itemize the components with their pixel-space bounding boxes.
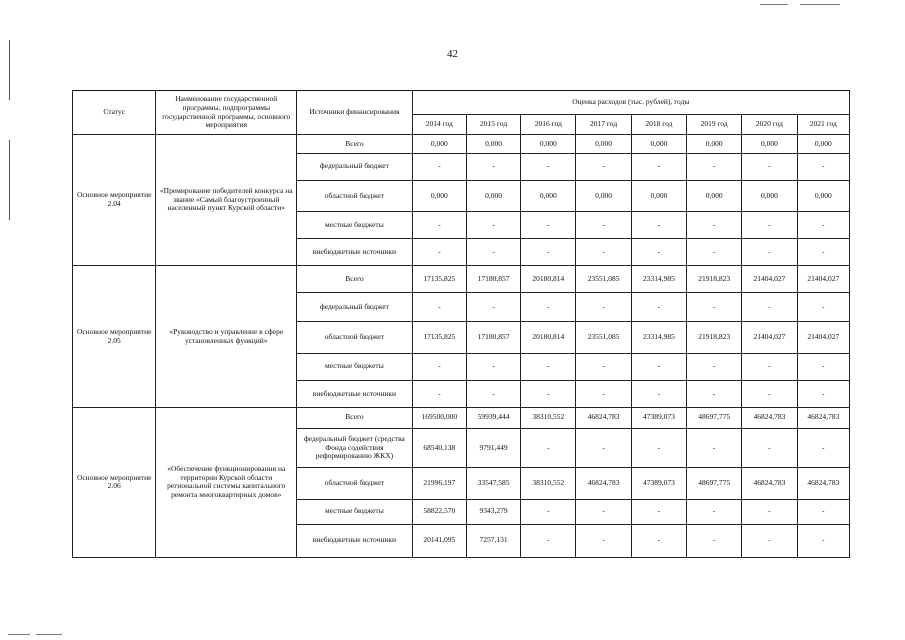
value-cell: -	[742, 239, 797, 266]
status-cell: Основное мероприятие 2.04	[73, 135, 156, 266]
value-cell: -	[687, 428, 742, 468]
value-cell: 38310,552	[521, 468, 576, 499]
value-cell: -	[687, 353, 742, 380]
value-cell: 46824,783	[576, 407, 631, 428]
value-cell: -	[521, 428, 576, 468]
value-cell: -	[797, 212, 849, 239]
value-cell: 17180,857	[466, 322, 520, 353]
funding-source-cell: федеральный бюджет	[297, 293, 413, 322]
program-name-cell: «Премирование победителей конкурса на звание «Самый благоустроенный населенный пункт Курской области»	[156, 135, 297, 266]
value-cell: -	[687, 524, 742, 557]
value-cell: -	[412, 239, 466, 266]
value-cell: 23314,985	[631, 266, 686, 293]
value-cell: 21404,027	[797, 322, 849, 353]
value-cell: -	[687, 239, 742, 266]
value-cell: -	[412, 380, 466, 407]
year-header: 2019 год	[687, 115, 742, 135]
value-cell: -	[412, 153, 466, 180]
value-cell: -	[797, 153, 849, 180]
expenditure-estimate-header: Оценка расходов (тыс. рублей), годы	[412, 91, 849, 115]
value-cell: -	[466, 212, 520, 239]
scan-dash	[36, 634, 62, 635]
value-cell: -	[412, 293, 466, 322]
status-header: Статус	[73, 91, 156, 135]
funding-sources-header: Источники финансирования	[297, 91, 413, 135]
value-cell: -	[742, 293, 797, 322]
value-cell: 46824,783	[797, 407, 849, 428]
funding-source-cell: местные бюджеты	[297, 212, 413, 239]
value-cell: 23551,085	[576, 322, 631, 353]
program-name-header: Наименование государственной программы, подпрограммы государственной программы, основного мероприятия	[156, 91, 297, 135]
value-cell: -	[687, 212, 742, 239]
funding-source-cell: Всего	[297, 266, 413, 293]
value-cell: -	[576, 428, 631, 468]
value-cell: 21404,027	[797, 266, 849, 293]
value-cell: -	[576, 353, 631, 380]
value-cell: 0,000	[687, 180, 742, 211]
value-cell: -	[521, 212, 576, 239]
value-cell: 48697,775	[687, 468, 742, 499]
value-cell: 0,000	[466, 180, 520, 211]
value-cell: -	[742, 524, 797, 557]
value-cell: -	[742, 353, 797, 380]
value-cell: 20180,814	[521, 266, 576, 293]
funding-source-cell: Всего	[297, 407, 413, 428]
value-cell: 58822,570	[412, 499, 466, 524]
year-header: 2020 год	[742, 115, 797, 135]
value-cell: -	[687, 499, 742, 524]
value-cell: 21404,027	[742, 322, 797, 353]
funding-source-cell: внебюджетные источники	[297, 239, 413, 266]
value-cell: 33547,585	[466, 468, 520, 499]
page-number: 42	[447, 48, 458, 60]
value-cell: -	[742, 380, 797, 407]
value-cell: -	[631, 428, 686, 468]
value-cell: 7257,131	[466, 524, 520, 557]
value-cell: -	[521, 239, 576, 266]
value-cell: -	[797, 239, 849, 266]
funding-source-cell: местные бюджеты	[297, 353, 413, 380]
value-cell: -	[576, 499, 631, 524]
value-cell: 38310,552	[521, 407, 576, 428]
value-cell: 46824,783	[742, 407, 797, 428]
value-cell: 0,000	[631, 180, 686, 211]
value-cell: 46824,783	[742, 468, 797, 499]
program-name-cell: «Обеспечение функционирования на территории Курской области региональной системы капитального ремонта многоквартирных домов»	[156, 407, 297, 557]
funding-source-cell: местные бюджеты	[297, 499, 413, 524]
value-cell: -	[797, 353, 849, 380]
value-cell: -	[742, 153, 797, 180]
funding-source-cell: областной бюджет	[297, 468, 413, 499]
value-cell: -	[466, 353, 520, 380]
value-cell: -	[687, 293, 742, 322]
value-cell: -	[521, 353, 576, 380]
scan-dash	[8, 634, 30, 635]
value-cell: 9343,279	[466, 499, 520, 524]
funding-source-cell: федеральный бюджет	[297, 153, 413, 180]
value-cell: -	[631, 353, 686, 380]
value-cell: 9791,449	[466, 428, 520, 468]
value-cell: -	[576, 239, 631, 266]
value-cell: 21918,823	[687, 266, 742, 293]
value-cell: 23551,085	[576, 266, 631, 293]
value-cell: 21404,027	[742, 266, 797, 293]
scan-margin-line	[9, 140, 10, 220]
value-cell: -	[466, 380, 520, 407]
value-cell: -	[576, 380, 631, 407]
value-cell: 17135,825	[412, 266, 466, 293]
value-cell: -	[631, 293, 686, 322]
value-cell: 0,000	[466, 135, 520, 154]
value-cell: -	[521, 293, 576, 322]
value-cell: 20141,095	[412, 524, 466, 557]
value-cell: 17135,825	[412, 322, 466, 353]
table-row	[73, 407, 850, 428]
value-cell: 0,000	[687, 135, 742, 154]
value-cell: 46824,783	[797, 468, 849, 499]
scan-dash	[760, 4, 788, 5]
value-cell: 0,000	[576, 180, 631, 211]
value-cell: 46824,783	[576, 468, 631, 499]
table-row	[73, 135, 850, 154]
value-cell: -	[797, 380, 849, 407]
funding-source-cell: внебюджетные источники	[297, 524, 413, 557]
value-cell: -	[412, 353, 466, 380]
budget-table	[72, 90, 850, 558]
funding-source-cell: внебюджетные источники	[297, 380, 413, 407]
funding-source-cell: областной бюджет	[297, 322, 413, 353]
value-cell: 169500,000	[412, 407, 466, 428]
value-cell: -	[631, 212, 686, 239]
value-cell: -	[576, 153, 631, 180]
value-cell: -	[631, 524, 686, 557]
value-cell: 0,000	[631, 135, 686, 154]
year-header: 2021 год	[797, 115, 849, 135]
value-cell: 0,000	[742, 180, 797, 211]
value-cell: -	[631, 153, 686, 180]
value-cell: -	[466, 153, 520, 180]
year-header: 2015 год	[466, 115, 520, 135]
value-cell: 0,000	[412, 180, 466, 211]
value-cell: 20180,814	[521, 322, 576, 353]
value-cell: -	[687, 153, 742, 180]
value-cell: 0,000	[742, 135, 797, 154]
value-cell: -	[631, 239, 686, 266]
year-header: 2017 год	[576, 115, 631, 135]
value-cell: -	[466, 293, 520, 322]
value-cell: -	[521, 524, 576, 557]
value-cell: -	[797, 293, 849, 322]
table-row	[73, 266, 850, 293]
value-cell: 0,000	[521, 180, 576, 211]
scan-margin-line	[9, 40, 10, 100]
value-cell: 59939,444	[466, 407, 520, 428]
funding-source-cell: областной бюджет	[297, 180, 413, 211]
value-cell: 0,000	[576, 135, 631, 154]
value-cell: 48697,775	[687, 407, 742, 428]
value-cell: 68540,138	[412, 428, 466, 468]
value-cell: 47389,073	[631, 468, 686, 499]
value-cell: 21918,823	[687, 322, 742, 353]
value-cell: 17180,857	[466, 266, 520, 293]
year-header: 2016 год	[521, 115, 576, 135]
value-cell: -	[631, 380, 686, 407]
year-header: 2014 год	[412, 115, 466, 135]
status-cell: Основное мероприятие 2.05	[73, 266, 156, 408]
value-cell: -	[521, 499, 576, 524]
value-cell: -	[576, 293, 631, 322]
funding-source-cell: Всего	[297, 135, 413, 154]
year-header: 2018 год	[631, 115, 686, 135]
funding-source-cell: федеральный бюджет (средства Фонда содействия реформированию ЖКХ)	[297, 428, 413, 468]
value-cell: -	[576, 524, 631, 557]
value-cell: 23314,985	[631, 322, 686, 353]
value-cell: -	[687, 380, 742, 407]
value-cell: -	[576, 212, 631, 239]
value-cell: 21996,197	[412, 468, 466, 499]
value-cell: 0,000	[797, 135, 849, 154]
value-cell: 0,000	[412, 135, 466, 154]
value-cell: -	[797, 428, 849, 468]
value-cell: -	[797, 524, 849, 557]
program-name-cell: «Руководство и управление в сфере установленных функций»	[156, 266, 297, 408]
value-cell: -	[797, 499, 849, 524]
value-cell: -	[466, 239, 520, 266]
value-cell: -	[742, 212, 797, 239]
value-cell: -	[742, 499, 797, 524]
value-cell: -	[521, 153, 576, 180]
value-cell: -	[631, 499, 686, 524]
value-cell: 47389,073	[631, 407, 686, 428]
value-cell: 0,000	[797, 180, 849, 211]
value-cell: 0,000	[521, 135, 576, 154]
status-cell: Основное мероприятие 2.06	[73, 407, 156, 557]
scan-dash	[800, 4, 840, 5]
value-cell: -	[521, 380, 576, 407]
value-cell: -	[412, 212, 466, 239]
value-cell: -	[742, 428, 797, 468]
